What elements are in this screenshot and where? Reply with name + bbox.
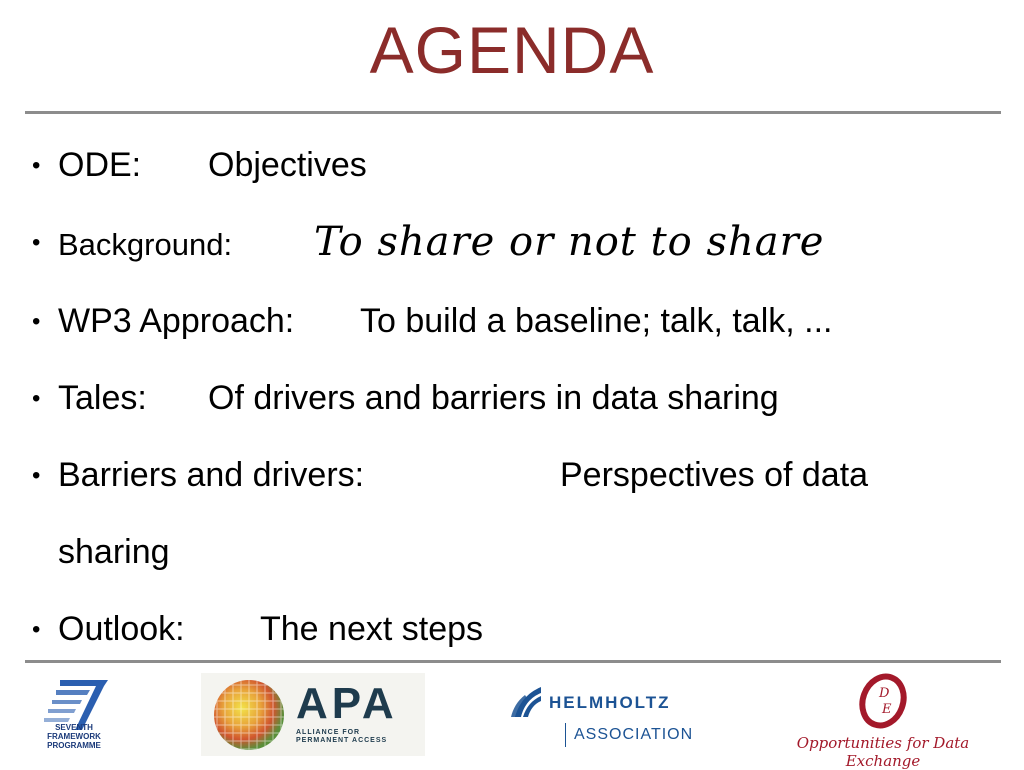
agenda-list	[32, 127, 992, 668]
agenda-item-text: The next steps	[260, 610, 484, 648]
apa-logo	[201, 673, 425, 756]
agenda-item	[32, 283, 992, 360]
bullet-dot: •	[32, 616, 41, 643]
ode-letter-d: D	[879, 686, 890, 701]
agenda-item-label: WP3 Approach:	[58, 302, 295, 340]
helmholtz-mark-icon	[511, 683, 543, 723]
ode-logo	[766, 672, 1000, 770]
bullet-dot: •	[32, 308, 41, 335]
agenda-item-label: ODE:	[58, 146, 142, 184]
helmholtz-logo	[509, 681, 694, 751]
bottom-divider	[25, 660, 1001, 663]
agenda-item	[32, 591, 992, 668]
agenda-item-text: Perspectives of data	[560, 456, 869, 494]
bullet-dot: •	[32, 229, 41, 256]
helmholtz-name: HELMHOLTZ	[549, 693, 671, 712]
agenda-item-label: Tales:	[58, 379, 147, 417]
apa-globe-icon	[209, 677, 293, 753]
apa-subtitle: ALLIANCE FOR PERMANENT ACCESS	[296, 729, 388, 744]
fp7-logo-text	[30, 723, 118, 750]
agenda-item-text: To build a baseline; talk, talk, ...	[360, 302, 833, 340]
agenda-item	[32, 360, 992, 437]
agenda-item-label: Background:	[58, 227, 233, 262]
agenda-item-label: Outlook:	[58, 610, 185, 648]
agenda-item	[32, 127, 992, 204]
slide-title: AGENDA	[369, 13, 655, 87]
agenda-item-text: Of drivers and barriers in data sharing	[208, 379, 779, 417]
top-divider	[25, 111, 1001, 114]
agenda-item-text: To share or not to share	[314, 219, 825, 265]
agenda-item	[32, 204, 992, 283]
seventh-framework-programme-logo	[30, 676, 118, 750]
bullet-dot: •	[32, 152, 41, 179]
helmholtz-association: ASSOCIATION	[565, 723, 693, 747]
ode-letter-e: E	[882, 702, 892, 717]
ode-tagline: Opportunities for Data Exchange	[796, 734, 970, 770]
fp7-line-1: SEVENTH FRAMEWORK	[47, 723, 101, 741]
fp7-line-2: PROGRAMME	[47, 741, 101, 750]
bullet-dot: •	[32, 385, 41, 412]
agenda-item	[32, 437, 992, 591]
agenda-item-continuation: sharing	[58, 533, 170, 571]
agenda-item-label: Barriers and drivers:	[58, 456, 365, 494]
agenda-item-text: Objectives	[208, 146, 367, 184]
ode-mark-icon	[853, 672, 913, 732]
apa-wordmark: APA	[296, 679, 398, 728]
bullet-dot: •	[32, 462, 41, 489]
